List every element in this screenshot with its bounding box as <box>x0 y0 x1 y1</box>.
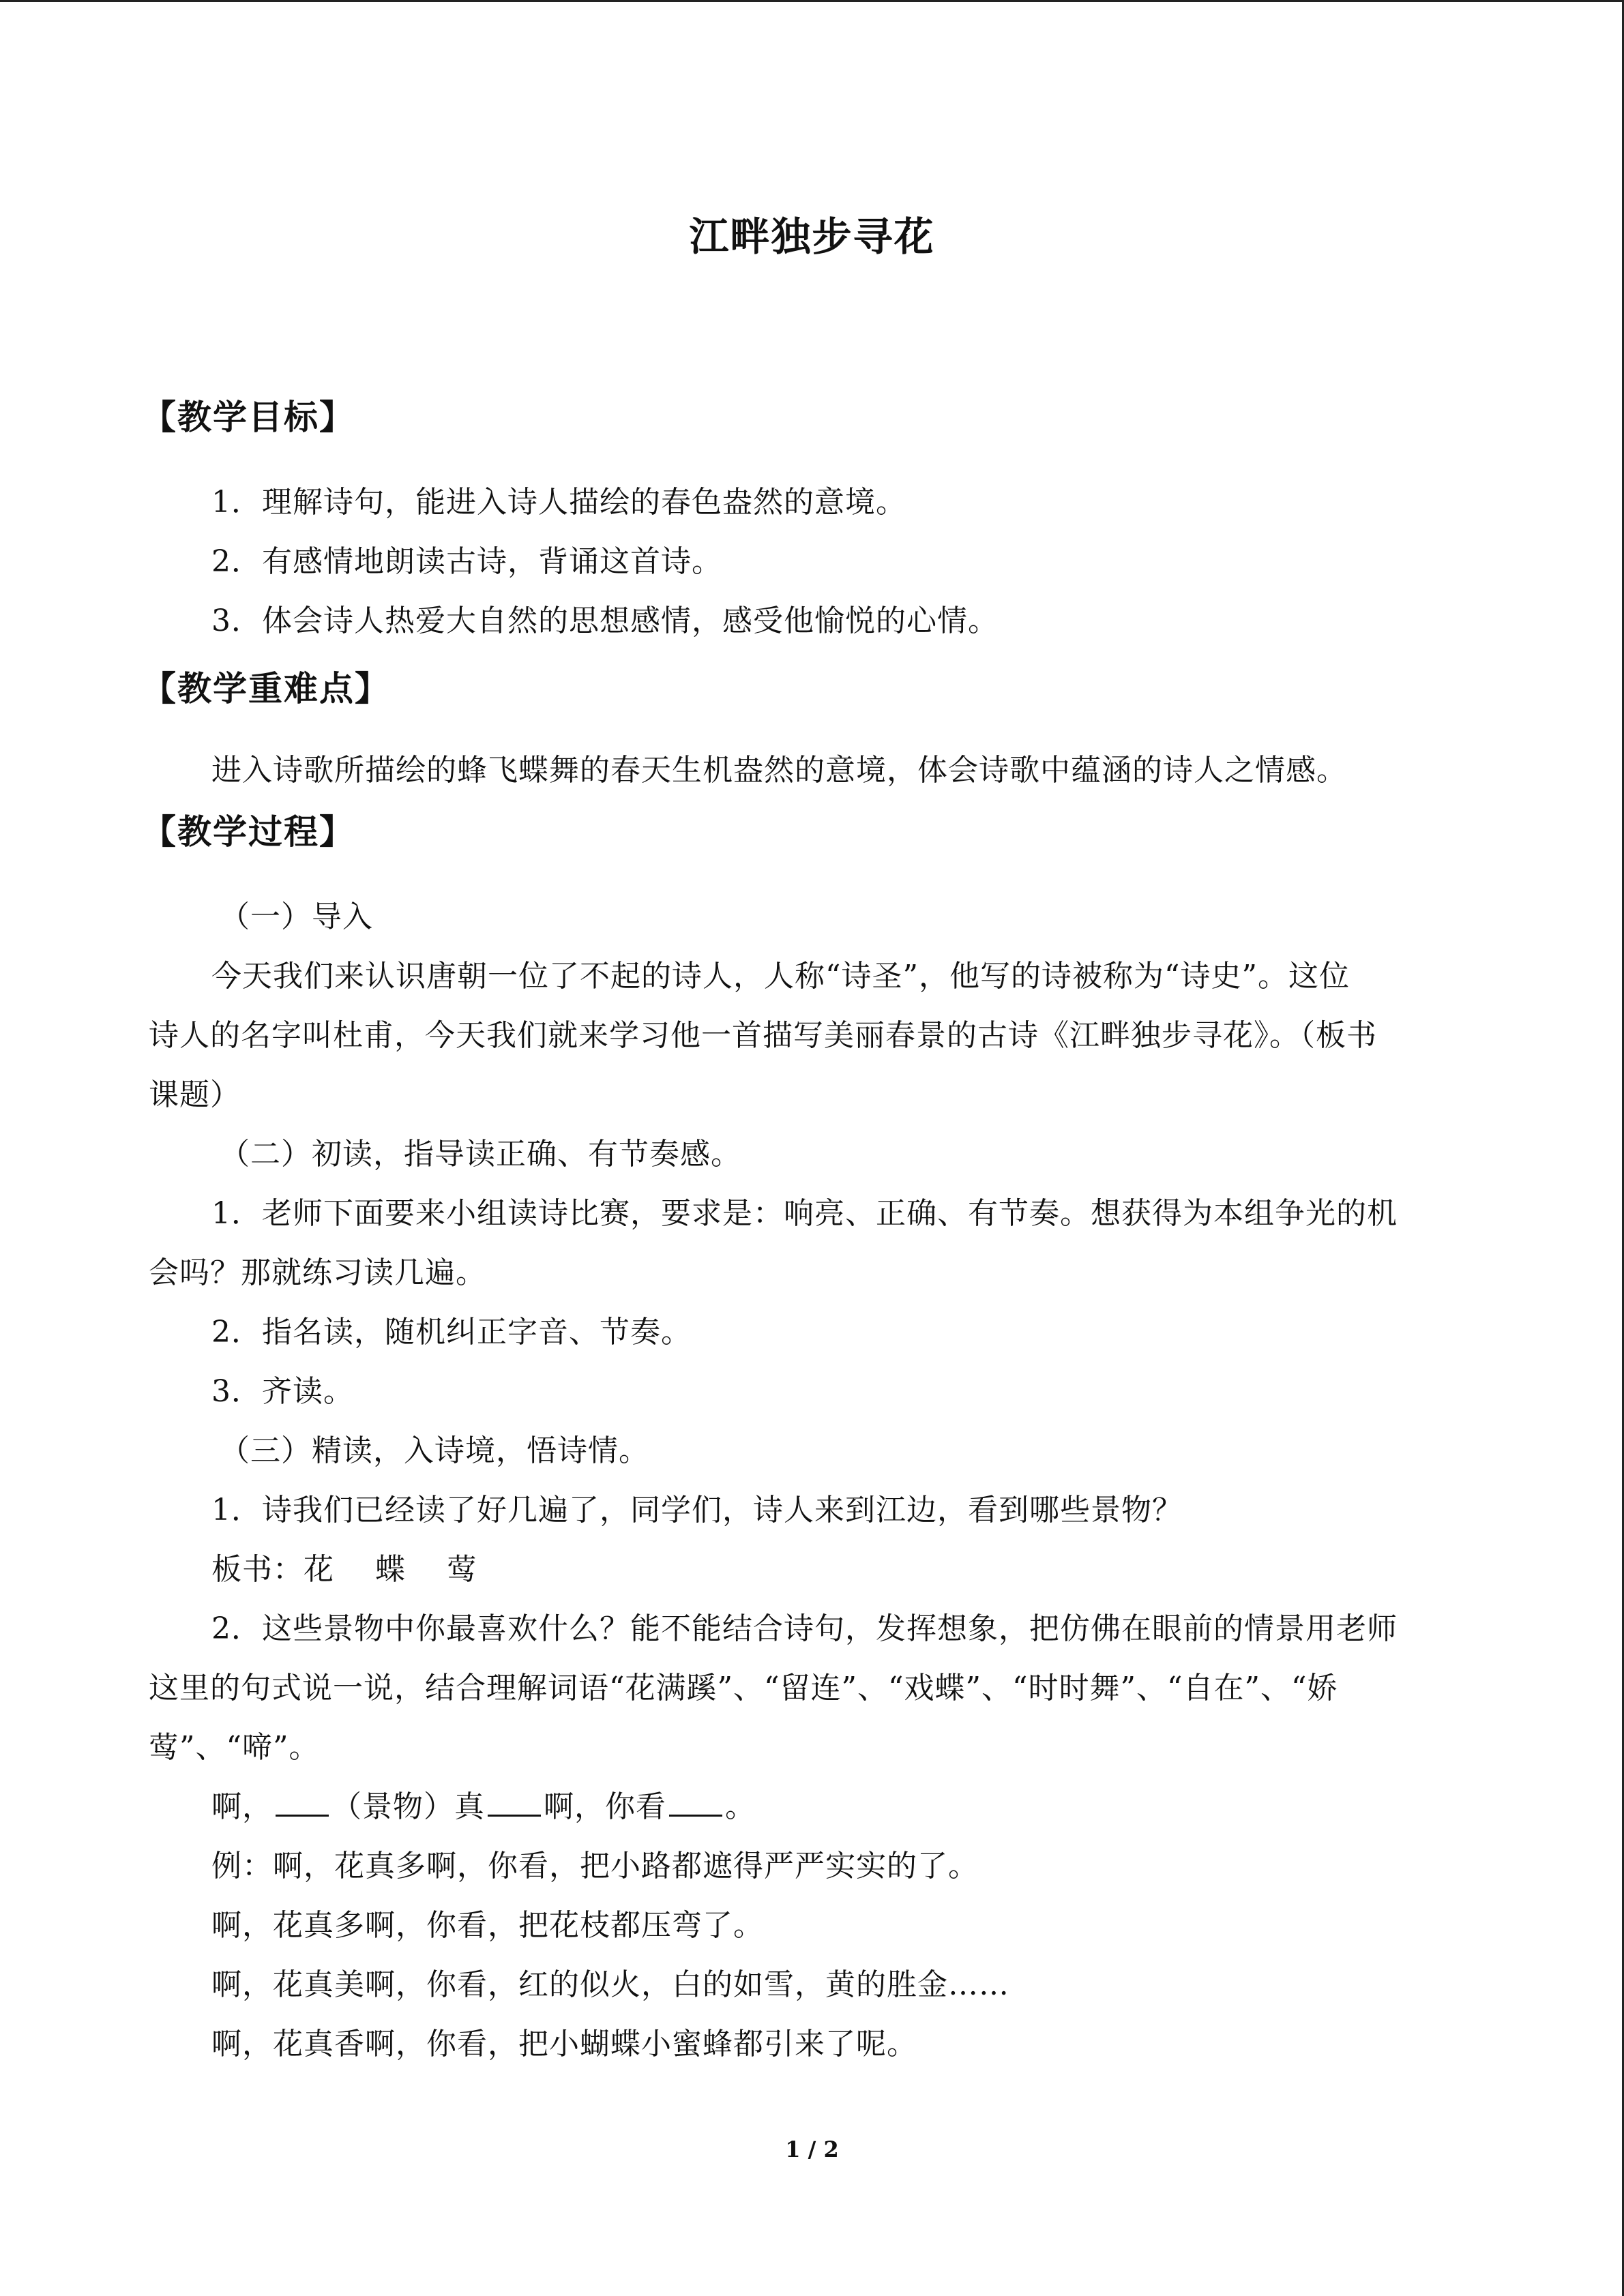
section-1-paragraph-line-2: 诗人的名字叫杜甫，今天我们就来学习他一首描写美丽春景的古诗《江畔独步寻花》。（板书 <box>149 1018 1377 1053</box>
section-3-item-2-line-2: 这里的句式说一说，结合理解词语“花满蹊”、“留连”、“戏蝶”、“时时舞”、“自在”、“娇 <box>149 1671 1338 1705</box>
example-4: 啊，花真香啊，你看，把小蝴蝶小蜜蜂都引来了呢。 <box>211 2027 917 2061</box>
section-2-item-3: 3．齐读。 <box>211 1374 354 1409</box>
objective-3: 3．体会诗人热爱大自然的思想感情，感受他愉悦的心情。 <box>211 603 999 638</box>
board-item-butterfly: 蝶 <box>375 1552 406 1587</box>
sentence-pattern: 啊， （景物）真 啊，你看 。 <box>211 1789 756 1824</box>
section-3-title: （三）精读，入诗境，悟诗情。 <box>220 1433 649 1468</box>
board-item-oriole: 莺 <box>447 1552 477 1587</box>
key-points-text: 进入诗歌所描绘的蜂飞蝶舞的春天生机盎然的意境，体会诗歌中蕴涵的诗人之情感。 <box>211 753 1347 788</box>
heading-objectives: 【教学目标】 <box>142 397 355 437</box>
example-3: 啊，花真美啊，你看，红的似火，白的如雪，黄的胜金…… <box>211 1967 1009 2002</box>
heading-process: 【教学过程】 <box>142 811 355 852</box>
example-1: 例：啊，花真多啊，你看，把小路都遮得严严实实的了。 <box>211 1849 979 1883</box>
section-2-item-2: 2．指名读，随机纠正字音、节奏。 <box>211 1315 692 1350</box>
top-border <box>0 0 1624 2</box>
objective-2: 2．有感情地朗读古诗，背诵这首诗。 <box>211 544 722 579</box>
fill-blank-1 <box>276 1790 329 1817</box>
section-2-item-1-line-1: 1．老师下面要来小组读诗比赛，要求是：响亮、正确、有节奏。想获得为本组争光的机 <box>211 1196 1398 1231</box>
heading-key-points: 【教学重难点】 <box>142 668 390 709</box>
example-2: 啊，花真多啊，你看，把花枝都压弯了。 <box>211 1908 764 1943</box>
board-item-flower: 花 <box>304 1552 334 1587</box>
page-title: 江畔独步寻花 <box>689 213 935 260</box>
section-1-paragraph-line-1: 今天我们来认识唐朝一位了不起的诗人，人称“诗圣”，他写的诗被称为“诗史”。这位 <box>211 959 1350 994</box>
page-number: 1 / 2 <box>785 2136 839 2162</box>
section-2-item-1-line-2: 会吗？那就练习读几遍。 <box>149 1255 486 1290</box>
objective-1: 1．理解诗句，能进入诗人描绘的春色盎然的意境。 <box>211 485 906 520</box>
board-label: 板书： <box>211 1552 304 1587</box>
board-notes <box>211 1545 477 1588</box>
fill-blank-2 <box>488 1790 541 1817</box>
section-3-item-2-line-3: 莺”、“啼”。 <box>149 1730 320 1765</box>
section-1-paragraph-line-3: 课题） <box>149 1077 241 1112</box>
section-1-title: （一）导入 <box>220 899 373 934</box>
fill-blank-3 <box>669 1790 722 1817</box>
section-3-item-2-line-1: 2．这些景物中你最喜欢什么？能不能结合诗句，发挥想象，把仿佛在眼前的情景用老师 <box>211 1611 1398 1646</box>
section-2-title: （二）初读，指导读正确、有节奏感。 <box>220 1137 741 1172</box>
section-3-item-1: 1．诗我们已经读了好几遍了，同学们，诗人来到江边，看到哪些景物？ <box>211 1493 1183 1527</box>
